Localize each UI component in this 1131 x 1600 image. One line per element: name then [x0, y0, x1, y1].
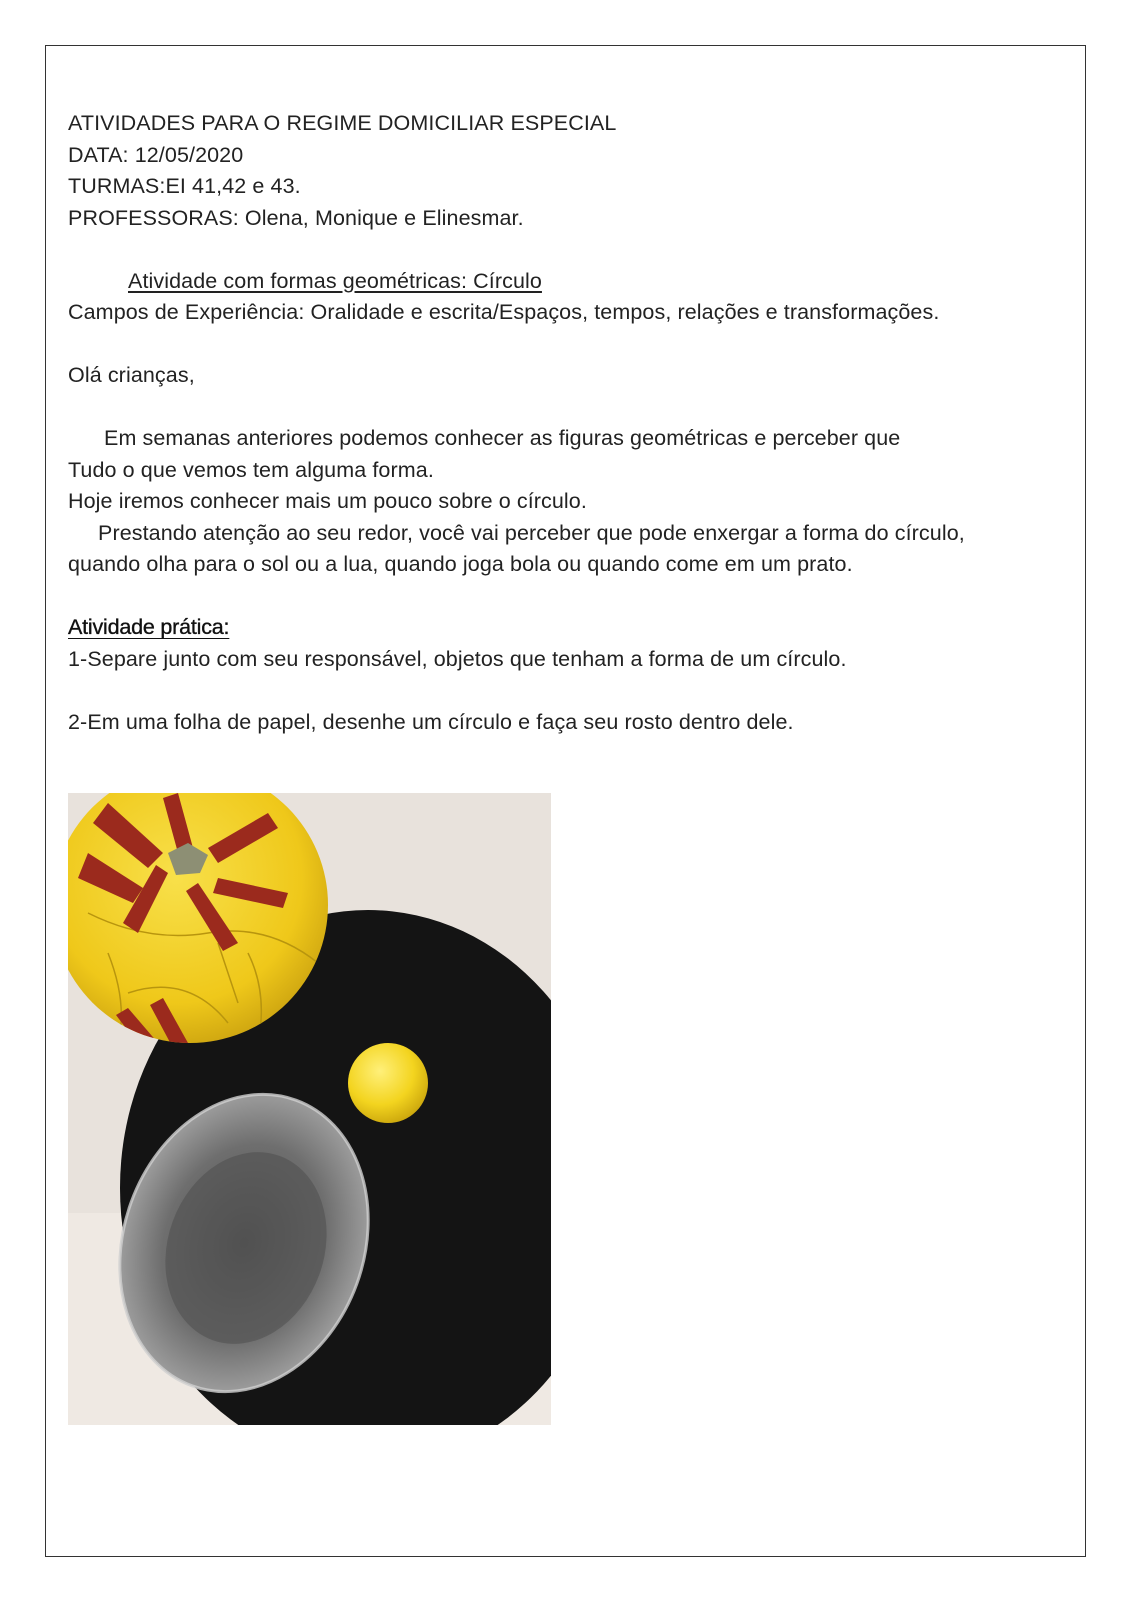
circle-objects-photo — [68, 793, 551, 1425]
greeting: Olá crianças, — [68, 363, 195, 387]
spacer — [68, 329, 1068, 361]
body-line-2: Tudo o que vemos tem alguma forma. — [68, 457, 434, 482]
teachers-line: PROFESSORAS: Olena, Monique e Elinesmar. — [68, 205, 524, 230]
small-yellow-ball — [348, 1043, 428, 1123]
body-line-3: Hoje iremos conhecer mais um pouco sobre o círculo. — [68, 489, 587, 513]
experience-fields: Campos de Experiência: Oralidade e escrita/Espaços, tempos, relações e transformações. — [68, 300, 940, 324]
activity-title: Atividade com formas geométricas: Círculo — [128, 268, 542, 293]
classes-line: TURMAS:EI 41,42 e 43. — [68, 174, 301, 198]
photo-illustration — [68, 793, 551, 1425]
body-line-4: Prestando atenção ao seu redor, você vai perceber que pode enxergar a forma do círculo, — [98, 520, 965, 545]
spacer — [68, 675, 1068, 707]
spacer — [68, 581, 1068, 613]
date-line: DATA: 12/05/2020 — [68, 142, 244, 167]
document-body — [68, 108, 1068, 738]
practice-step-2: 2-Em uma folha de papel, desenhe um círculo e faça seu rosto dentro dele. — [68, 709, 794, 734]
body-line-5: quando olha para o sol ou a lua, quando joga bola ou quando come em um prato. — [68, 552, 853, 576]
practice-heading: Atividade prática: — [68, 615, 230, 639]
spacer — [68, 234, 1068, 266]
practice-step-1: 1-Separe junto com seu responsável, objetos que tenham a forma de um círculo. — [68, 646, 847, 671]
body-line-1: Em semanas anteriores podemos conhecer as figuras geométricas e perceber que — [104, 426, 901, 450]
document-title: ATIVIDADES PARA O REGIME DOMICILIAR ESPECIAL — [68, 111, 617, 135]
spacer — [68, 392, 1068, 424]
